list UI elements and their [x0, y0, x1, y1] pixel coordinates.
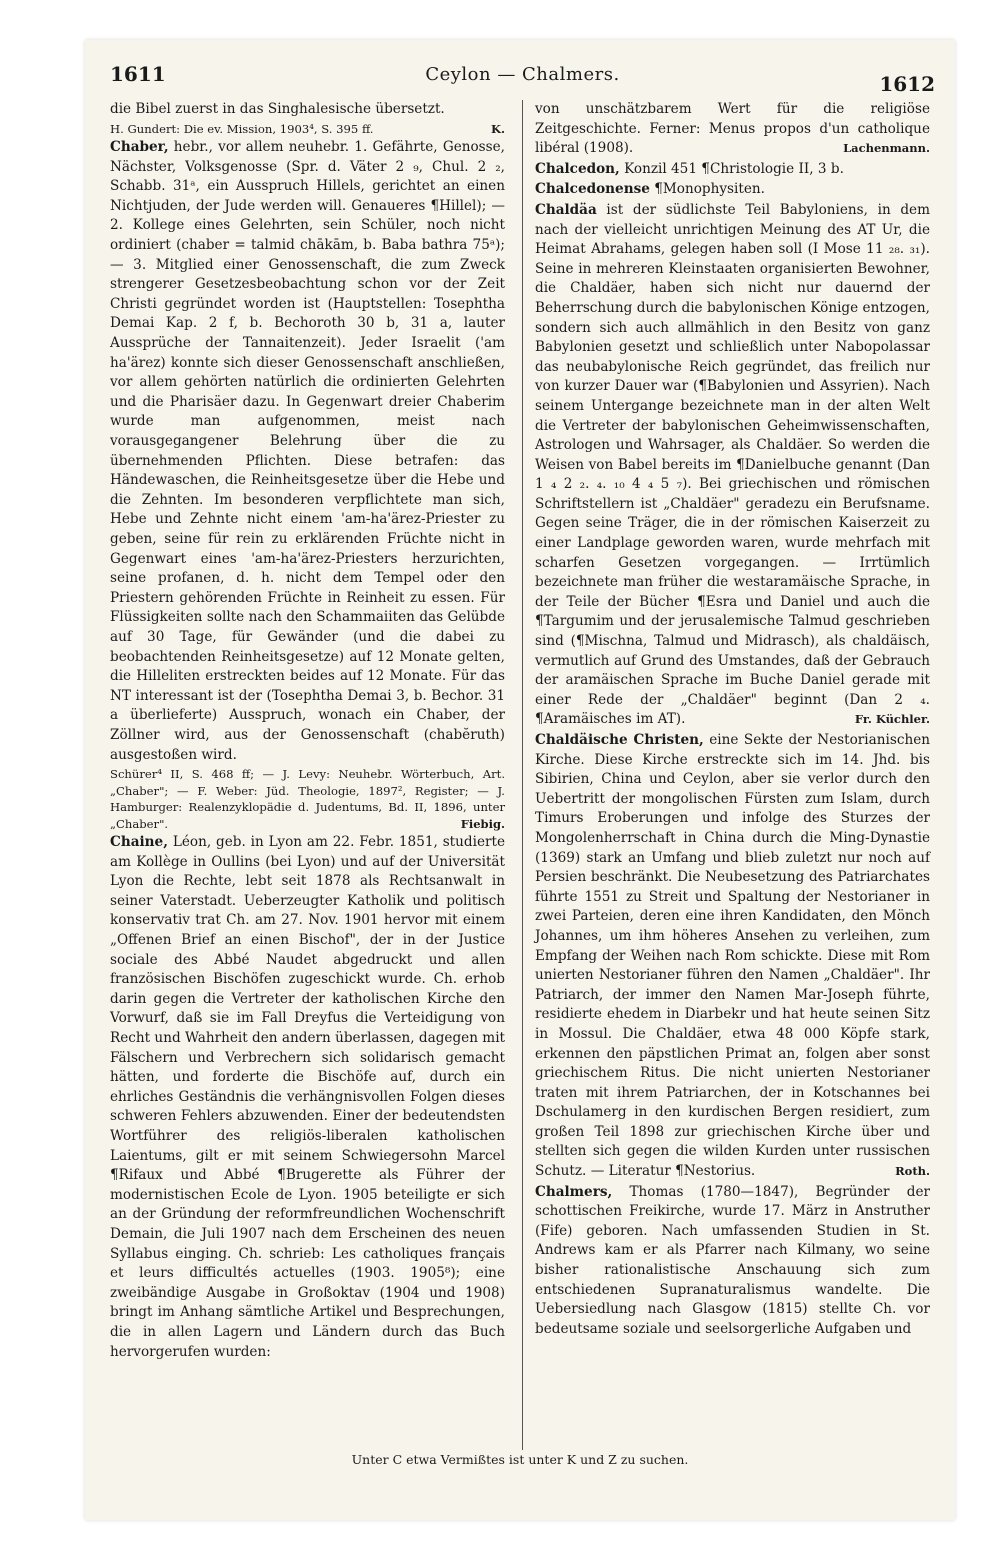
- author-signature: Roth.: [895, 1164, 930, 1179]
- entry-headword: Chaber,: [110, 139, 169, 156]
- text-paragraph: [535, 100, 930, 159]
- left-column: [110, 100, 505, 1363]
- author-signature: Fiebig.: [460, 816, 505, 831]
- paragraph-text: hebr., vor allem neuhebr. 1. Gefährte, Genosse, Nächster, Volksgenosse (Spr. d. Väter 2 ₉, Chul. 2 ₂, Schabb. 31ᵃ, ein Ausspruch Hillels, gerichtet an einen Nichtjuden, der Jude werden will. Genaueres ¶Hillel); — 2. Kollege eines Gelehrten, sein Schüler, noch nicht ordiniert (chaber = talmid chākām, b. Baba bathra 75ᵃ); — 3. Mitglied einer Genossenschaft, die zum Zweck strengerer Gesetzesbeobachtung schon vor der Zeit Christi gegründet worden ist (Hauptstellen: Tosephtha Demai Kap. 2 f, b. Bechoroth 30 b, 31 a, lauter Aussprüche der Tannaitenzeit). Jeder Israelit ('am ha'ärez) konnte sich dieser Genossenschaft anschließen, vor allem gehörten natürlich die ordinierten Gelehrten und die Pharisäer dazu. In Gegenwart dreier Chaberim wurde man aufgenommen, meist nach vorausgegangener Belehrung über die zu übernehmenden Pflichten. Diese betrafen: das Händewaschen, die Reinheitsgesetze über die Hebe und die Zehnten. Im besonderen verpflichtete man sich, Hebe und Zehnte nicht einem 'am-ha'ärez-Priester zu geben, seine für rein zu erklärenden Früchte nicht in Gegenwart eines 'am-ha'ärez-Priesters herzurichten, seine profanen, d. h. nicht dem Tempel oder den Priestern gehörenden Früchte in Reinheit zu essen. Für Flüssigkeiten sollte nach den Schammaiiten das Gelübde auf 30 Tage, für Gewänder (und die dabei zu beobachtenden Reinheitsgesetze) auf 12 Monate gelten, die Hilleliten erstreckten beides auf 12 Monate. Für das NT interessant ist der (Tosephtha Demai 3, b. Bechor. 31 a überlieferte) Ausspruch, wonach ein Chaber, der Zöllner wird, aus der Genossenschaft (chabĕruth) ausgestoßen wird.: [110, 139, 505, 763]
- paragraph-text: von unschätzbarem Wert für die religiöse Zeitgeschichte. Ferner: Menus propos d'un catholique libéral (1908).: [535, 101, 930, 157]
- entry-paragraph: [535, 180, 930, 200]
- entry-headword: Chalmers,: [535, 1183, 613, 1200]
- paragraph-text: die Bibel zuerst in das Singhalesische übersetzt.: [110, 101, 445, 117]
- entry-paragraph: [110, 833, 505, 1362]
- running-title: Ceylon — Chalmers.: [425, 64, 620, 85]
- right-column: [535, 100, 930, 1340]
- text-paragraph: [110, 100, 505, 120]
- paragraph-text: H. Gundert: Die ev. Mission, 1903⁴, S. 395 ff.: [110, 121, 374, 136]
- paragraph-text: Schürer⁴ II, S. 468 ff; — J. Levy: Neuhebr. Wörterbuch, Art. „Chaber"; — F. Weber: Jüd. Theologie, 1897², Register; — J. Hamburger: Realenzyklopädie d. Judentums, Bd. II, 1896, unter „Chaber".: [110, 767, 505, 831]
- entry-headword: Chaldäische Christen,: [535, 732, 704, 748]
- left-page-number: 1611: [110, 62, 166, 86]
- entry-headword: Chalcedon,: [535, 160, 620, 177]
- entry-headword: Chalcedonense: [535, 181, 650, 198]
- paragraph-text: ist der südlichste Teil Babyloniens, in dem nach der vielleicht unrichtigen Meinung des AT Ur, die Heimat Abrahams, gelegen haben soll (I Mose 11 ₂₈. ₃₁). Seine in mehreren Kleinstaaten organisierten Bewohner, die Chaldäer, haben sich nicht nur dauernd der Beherrschung durch die babylonischen Könige entzogen, sondern sich auch allmählich in den Besitz von ganz Babylonien gesetzt und schließlich unter Nabopolassar das neubabylonische Reich gegründet, das freilich nur von kurzer Dauer war (¶Babylonien und Assyrien). Nach seinem Untergange bezeichnete man in der alten Welt die Vertreter der babylonischen Geheimwissenschaften, Astrologen und Wahrsager, als Chaldäer. So werden die Weisen von Babel bereits im ¶Danielbuche genannt (Dan 1 ₄ 2 ₂. ₄. ₁₀ 4 ₄ 5 ₇). Bei griechischen und römischen Schriftstellern ist „Chaldäer" geradezu ein Berufsname. Gegen seine Träger, die in der römischen Kaiserzeit zu einer Landplage geworden waren, wurde mehrfach mit scharfen Gesetzen vorgegangen. — Irrtümlich bezeichnete man früher die westaramäische Sprache, in der Teile der Bücher ¶Esra und Daniel und auch die ¶Targumim und der jerusalemische Talmud geschrieben sind (¶Mischna, Talmud und Midrasch), als chaldäisch, vermutlich auf Grund des Umstandes, daß der Gebrauch der aramäischen Sprache im Buche Daniel gerade mit einer Rede der „Chaldäer" beginnt (Dan 2 ₄. ¶Aramäisches im AT).: [535, 201, 930, 728]
- reference-paragraph: [110, 121, 505, 138]
- page-header: [110, 58, 935, 96]
- right-page-number: 1612: [879, 72, 935, 96]
- entry-paragraph: [535, 201, 930, 730]
- reference-paragraph: [110, 766, 505, 832]
- author-signature: Lachenmann.: [843, 141, 930, 156]
- paragraph-text: Léon, geb. in Lyon am 22. Febr. 1851, studierte am Kollège in Oullins (bei Lyon) und auf der Universität Lyon die Rechte, lebt seit 1878 als Rechtsanwalt in seiner Vaterstadt. Ueberzeugter Katholik und politisch konservativ trat Ch. am 27. Nov. 1901 hervor mit einem „Offenen Brief an einen Bischof", der in der Justice sociale des Abbé Naudet abgedruckt und allen französischen Bischöfen zugeschickt wurde. Ch. erhob darin gegen die Vertreter der katholischen Kirche den Vorwurf, daß sie im Fall Dreyfus die Verteidigung von Recht und Wahrheit den andern überlassen, dagegen mit Fälschern und Verbrechern sich solidarisch gemacht hätten, und forderte die Bischöfe auf, durch ein ehrliches Geständnis die verhängnisvollen Folgen dieses schweren Fehlers abzuwenden. Einer der bedeutendsten Wortführer des religiös-liberalen katholischen Laientums, gilt er mit seinem Schwiegersohn Marcel ¶Rifaux und Abbé ¶Brugerette als Führer der modernistischen Ecole de Lyon. 1905 beteiligte er sich an der Gründung der reformfreundlichen Wochenschrift Demain, die Juli 1907 nach dem Erscheinen des neuen Syllabus einging. Ch. schrieb: Les catholiques français et leurs difficultés actuelles (1903. 1905⁸); eine zweibändige Ausgabe in Großoktav (1904 und 1908) bringt im Anhang sämtliche Artikel und Besprechungen, die in allen Lagern und Ländern durch das Buch hervorgerufen wurden:: [110, 834, 505, 1360]
- paragraph-text: eine Sekte der Nestorianischen Kirche. Diese Kirche erstreckte sich im 14. Jhd. bis Sibirien, China und Ceylon, aber sie verlor durch den Uebertritt der mongolischen Fürsten zum Islam, durch Timurs Eroberungen und infolge des Sturzes der Mongolenherrschaft in China durch die Ming-Dynastie (1369) stark an Umfang und blieb zuletzt nur noch auf Persien beschränkt. Die Neubesetzung des Patriarchates führte 1551 zu Streit und Spaltung der Nestorianer in zwei Parteien, deren eine ihren Kandidaten, den Mönch Johannes, um ihm höheres Ansehen zu verleihen, zum Empfang der Weihen nach Rom schickte. Diese mit Rom unierten Nestorianer führen den Namen „Chaldäer". Ihr Patriarch, der immer den Namen Mar-Joseph führte, residierte ehedem in Diarbekr und hat heute seinen Sitz in Mossul. Die Chaldäer, etwa 48 000 Köpfe stark, erkennen den päpstlichen Primat an, folgen aber sonst griechischem Ritus. Die nicht unierten Nestorianer traten mit ihrem Patriarchen, der in Kotschannes bei Dschulamerg in den kurdischen Bergen residiert, zum großen Teil 1898 zur griechischen Kirche über und stellten sich gegen die wilden Kurden unter russischen Schutz. — Literatur ¶Nestorius.: [535, 732, 930, 1180]
- author-signature: K.: [491, 121, 505, 136]
- document-page: [85, 40, 955, 1520]
- entry-paragraph: [110, 138, 505, 765]
- entry-paragraph: [535, 1183, 930, 1340]
- author-signature: Fr. Küchler.: [854, 712, 930, 727]
- paragraph-text: Konzil 451 ¶Christologie II, 3 b.: [619, 160, 844, 177]
- entry-paragraph: [535, 731, 930, 1182]
- paragraph-text: ¶Monophysiten.: [649, 181, 765, 198]
- entry-paragraph: [535, 160, 930, 180]
- entry-headword: Chaldäa: [535, 201, 597, 218]
- page-footer-note: Unter C etwa Vermißtes ist unter K und Z zu suchen.: [351, 1452, 689, 1467]
- entry-headword: Chaine,: [110, 834, 168, 851]
- paragraph-text: Thomas (1780—1847), Begründer der schottischen Freikirche, wurde 17. März in Anstruther (Fife) geboren. Nach umfassenden Studien in St. Andrews kam er als Pfarrer nach Kilmany, wo seine bisher rationalistische Anschauung sich zum entschiedenen Supranaturalismus wandelte. Die Uebersiedlung nach Glasgow (1815) stellte Ch. vor bedeutsame soziale und seelsorgerliche Aufgaben und: [535, 1183, 930, 1337]
- column-divider: [522, 100, 523, 1450]
